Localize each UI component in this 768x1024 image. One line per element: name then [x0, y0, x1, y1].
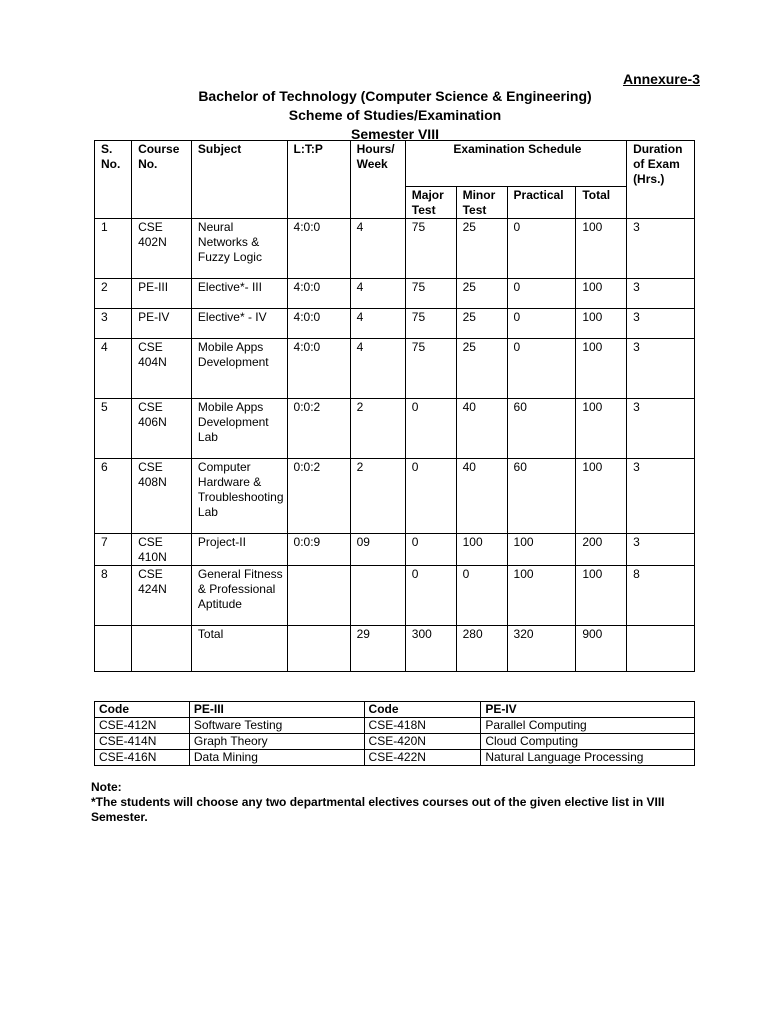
total-hours: 29 [350, 626, 405, 672]
table-row [95, 718, 695, 734]
header-hours: Hours/ Week [350, 141, 405, 219]
cell-total: 100 [576, 566, 627, 626]
cell-hours: 4 [350, 309, 405, 339]
cell-major: 0 [405, 399, 456, 459]
elective-header-code: Code [95, 702, 190, 718]
note-text: *The students will choose any two departmental electives courses out of the given elective list in VIII Semester. [91, 795, 665, 824]
cell-course: CSE 424N [132, 566, 192, 626]
cell-code: CSE-422N [364, 750, 481, 766]
total-practical: 320 [507, 626, 576, 672]
cell-major: 0 [405, 534, 456, 566]
cell-total: 100 [576, 399, 627, 459]
cell-code: CSE-416N [95, 750, 190, 766]
cell-code: CSE-412N [95, 718, 190, 734]
cell-minor: 25 [456, 219, 507, 279]
cell-sno: 8 [95, 566, 132, 626]
total-major: 300 [405, 626, 456, 672]
cell-hours: 4 [350, 279, 405, 309]
cell-practical: 60 [507, 399, 576, 459]
elective-header-row [95, 702, 695, 718]
cell-minor: 25 [456, 339, 507, 399]
cell-subject: Elective*- III [191, 279, 287, 309]
cell-ltp: 4:0:0 [287, 309, 350, 339]
cell-sno: 4 [95, 339, 132, 399]
note-section [91, 780, 711, 825]
cell-minor: 100 [456, 534, 507, 566]
elective-header-pe3: PE-III [189, 702, 364, 718]
cell-sno: 6 [95, 459, 132, 534]
cell-total: 100 [576, 339, 627, 399]
cell-course: CSE 408N [132, 459, 192, 534]
cell-duration: 8 [627, 566, 695, 626]
cell-total: 100 [576, 309, 627, 339]
table-row [95, 534, 695, 566]
cell-practical: 0 [507, 339, 576, 399]
cell-major: 75 [405, 339, 456, 399]
scheme-table [94, 140, 695, 672]
cell-ltp: 4:0:0 [287, 339, 350, 399]
cell-practical: 100 [507, 566, 576, 626]
header-ltp: L:T:P [287, 141, 350, 219]
cell-hours: 2 [350, 399, 405, 459]
cell-pe4: Parallel Computing [481, 718, 695, 734]
cell-ltp [287, 566, 350, 626]
cell-hours: 4 [350, 219, 405, 279]
table-row [95, 566, 695, 626]
cell-sno: 3 [95, 309, 132, 339]
cell-pe4: Cloud Computing [481, 734, 695, 750]
header-subject: Subject [191, 141, 287, 219]
cell-course: PE-IV [132, 309, 192, 339]
cell-duration: 3 [627, 339, 695, 399]
cell-minor: 40 [456, 459, 507, 534]
cell-subject: Elective* - IV [191, 309, 287, 339]
document-subtitle: Scheme of Studies/Examination [288, 107, 502, 123]
cell-major: 75 [405, 219, 456, 279]
cell-hours [350, 566, 405, 626]
cell-major: 75 [405, 279, 456, 309]
cell-minor: 25 [456, 279, 507, 309]
cell-total: 100 [576, 219, 627, 279]
cell-ltp: 0:0:2 [287, 459, 350, 534]
annexure-label: Annexure-3 [622, 71, 700, 87]
cell-sno: 1 [95, 219, 132, 279]
cell-major: 0 [405, 566, 456, 626]
cell-practical: 0 [507, 309, 576, 339]
cell-major: 75 [405, 309, 456, 339]
cell-minor: 25 [456, 309, 507, 339]
cell-total: 200 [576, 534, 627, 566]
cell-subject: Mobile Apps Development Lab [191, 399, 287, 459]
table-row [95, 459, 695, 534]
cell-practical: 100 [507, 534, 576, 566]
cell-hours: 4 [350, 339, 405, 399]
header-major-test: Major Test [405, 187, 456, 219]
note-label: Note: [91, 780, 122, 794]
cell-total: 100 [576, 279, 627, 309]
cell-ltp: 0:0:2 [287, 399, 350, 459]
cell-duration: 3 [627, 399, 695, 459]
cell-course: CSE 406N [132, 399, 192, 459]
cell-practical: 0 [507, 219, 576, 279]
elective-header-pe4: PE-IV [481, 702, 695, 718]
cell-course: CSE 402N [132, 219, 192, 279]
cell-subject: Mobile Apps Development [191, 339, 287, 399]
table-row [95, 279, 695, 309]
cell-subject: Neural Networks & Fuzzy Logic [191, 219, 287, 279]
cell-sno: 5 [95, 399, 132, 459]
cell-hours: 09 [350, 534, 405, 566]
cell-pe3: Software Testing [189, 718, 364, 734]
cell-ltp: 4:0:0 [287, 219, 350, 279]
total-row [95, 626, 695, 672]
total-label: Total [191, 626, 287, 672]
header-course-no: Course No. [132, 141, 192, 219]
cell-duration: 3 [627, 534, 695, 566]
header-minor-test: Minor Test [456, 187, 507, 219]
table-row [95, 339, 695, 399]
table-row [95, 750, 695, 766]
semester-title: Semester VIII [351, 126, 439, 142]
cell-course: CSE 404N [132, 339, 192, 399]
cell-subject: General Fitness & Professional Aptitude [191, 566, 287, 626]
cell-minor: 40 [456, 399, 507, 459]
header-exam-schedule: Examination Schedule [405, 141, 626, 187]
cell-subject: Computer Hardware & Troubleshooting Lab [191, 459, 287, 534]
header-sno: S. No. [95, 141, 132, 219]
cell-duration: 3 [627, 279, 695, 309]
cell-duration: 3 [627, 219, 695, 279]
header-duration: Duration of Exam (Hrs.) [627, 141, 695, 219]
cell-pe4: Natural Language Processing [481, 750, 695, 766]
table-row [95, 219, 695, 279]
cell-hours: 2 [350, 459, 405, 534]
cell-ltp: 0:0:9 [287, 534, 350, 566]
total-minor: 280 [456, 626, 507, 672]
cell-subject: Project-II [191, 534, 287, 566]
header-practical: Practical [507, 187, 576, 219]
cell-practical: 60 [507, 459, 576, 534]
header-total: Total [576, 187, 627, 219]
cell-pe3: Graph Theory [189, 734, 364, 750]
cell-ltp: 4:0:0 [287, 279, 350, 309]
table-row [95, 399, 695, 459]
cell-pe3: Data Mining [189, 750, 364, 766]
elective-header-code: Code [364, 702, 481, 718]
header-row [95, 141, 695, 187]
elective-table [94, 701, 695, 766]
total-total: 900 [576, 626, 627, 672]
cell-total: 100 [576, 459, 627, 534]
cell-sno: 2 [95, 279, 132, 309]
cell-code: CSE-418N [364, 718, 481, 734]
document-title: Bachelor of Technology (Computer Science & Engineering) [198, 88, 592, 104]
cell-duration: 3 [627, 309, 695, 339]
cell-practical: 0 [507, 279, 576, 309]
cell-duration: 3 [627, 459, 695, 534]
cell-code: CSE-414N [95, 734, 190, 750]
cell-code: CSE-420N [364, 734, 481, 750]
cell-sno: 7 [95, 534, 132, 566]
cell-major: 0 [405, 459, 456, 534]
cell-course: CSE 410N [132, 534, 192, 566]
cell-course: PE-III [132, 279, 192, 309]
cell-minor: 0 [456, 566, 507, 626]
table-row [95, 309, 695, 339]
table-row [95, 734, 695, 750]
